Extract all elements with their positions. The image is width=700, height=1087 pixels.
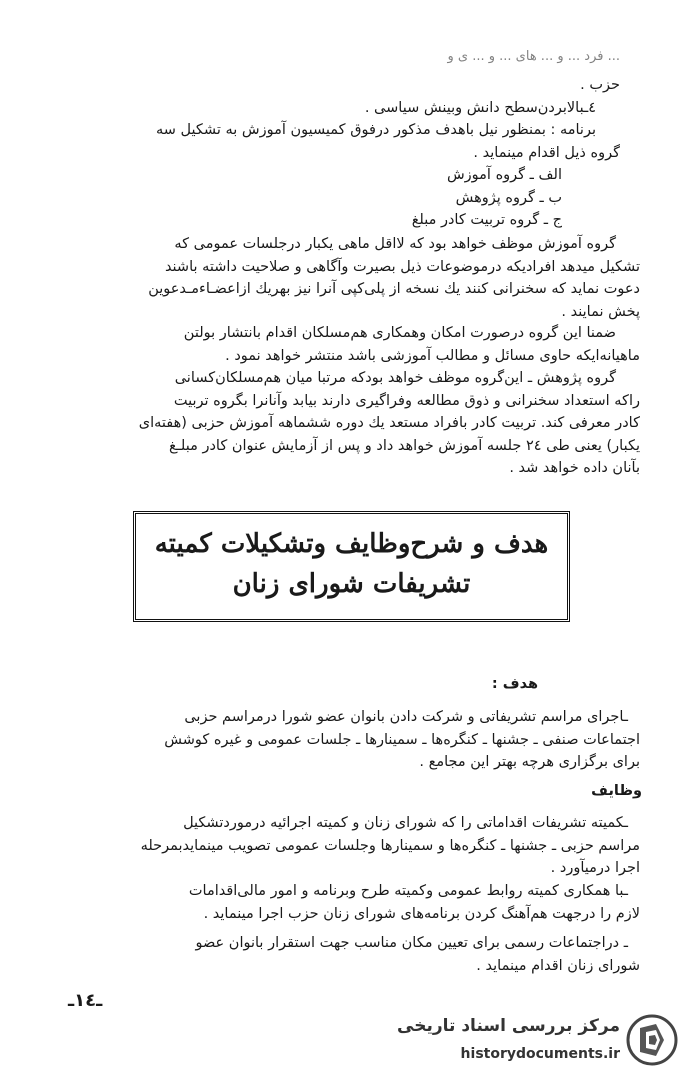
watermark-url: historydocuments.ir	[460, 1046, 620, 1062]
duties-line: مراسم حزبی ـ جشنها ـ کنگره‌ها و سمینارها وجلسات عمومی تصویب مینمایدبمرحله	[140, 837, 640, 854]
section-title-line-1: هدف و شرح‌وظایف وتشکیلات کمیته	[154, 529, 549, 559]
duties-line: ـبا همکاری کمیته روابط عمومی وکمیته طرح وبرنامه و امور مالی‌اقدامات	[188, 883, 628, 899]
section-title-line-2: تشریفات شورای زنان	[232, 569, 471, 599]
goal-line: ـاجرای مراسم تشریفاتی و شرکت دادن بانوان عضو شورا درمراسم حزبی	[184, 709, 628, 725]
paragraph-line: کادر معرفی کند. تربیت کادر بافراد مستعد یك دوره ششماهه آموزش حزبی (هفته‌ای	[138, 415, 640, 431]
intro-line: ب ـ گروه پژوهش	[455, 189, 562, 206]
paragraph-line: تشکیل میدهد افرادیکه درموضوعات ذیل بصیرت وآگاهی و صلاحیت داشته باشند	[164, 258, 640, 275]
paragraph-bulletin	[60, 322, 640, 367]
section-title-box	[133, 511, 570, 622]
duties-block-3	[60, 932, 640, 977]
intro-line: گروه ذیل اقدام مینماید .	[473, 144, 620, 161]
paragraph-line: بآنان داده خواهد شد .	[509, 460, 640, 476]
intro-line: برنامه : بمنظور نیل باهدف مذکور درفوق کمیسیون آموزش به تشکیل سه	[155, 122, 596, 138]
document-archive-logo-icon	[626, 1014, 678, 1066]
watermark	[397, 1008, 680, 1074]
intro-line: حزب .	[580, 77, 620, 93]
paragraph-line: یکبار) یعنی طی ٢٤ جلسه آموزش خواهد داد و پس از آزمایش عنوان کادر مبلـغ	[168, 437, 640, 454]
paragraph-line: ماهیانه‌ایکه حاوی مسائل و مطالب آموزشی باشد منتشر خواهد نمود .	[225, 347, 640, 364]
intro-line: ٤ـبالابردن‌سطح دانش وبینش سیاسی .	[364, 99, 596, 116]
paragraph-line: ضمنا این گروه درصورت امکان وهمکاری هم‌مسلکان اقدام بانتشار بولتن	[183, 325, 616, 341]
duties-line: اجرا درمیآورد .	[550, 860, 640, 876]
watermark-name: مرکز بررسی اسناد تاریخی	[397, 1016, 620, 1036]
page-number: ـ١٤ـ	[68, 990, 103, 1011]
intro-line: الف ـ گروه آموزش	[446, 167, 562, 183]
paragraph-line: راکه استعداد سخنرانی و ذوق مطالعه وفراگیری دارند بیابد وآنانرا بگروه تربیت	[173, 392, 640, 409]
duties-line: شورای زنان اقدام مینماید .	[476, 957, 640, 974]
duties-line: ـ دراجتماعات رسمی برای تعیین مکان مناسب جهت استقرار بانوان عضو	[195, 935, 628, 951]
goal-heading: هدف :	[491, 676, 538, 692]
duties-line: ـکمیته تشریفات اقداماتی را که شورای زنان و کمیته اجرائیه درمورد‌تشکیل	[183, 815, 628, 831]
paragraph-line: دعوت نماید که سخنرانی کنند یك نسخه از پلی‌کپی آنرا نیز بهریك ازاعضـاءمـدعوین	[148, 281, 640, 297]
duties-block-2	[60, 880, 640, 925]
duties-line: لازم را درجهت هم‌آهنگ کردن برنامه‌های شورای زنان حزب اجرا مینماید .	[203, 905, 640, 922]
goal-line: برای برگزاری هرچه بهتر این مجامع .	[419, 754, 640, 770]
goal-line: اجتماعات صنفی ـ جشنها ـ کنگره‌ها ـ سمینارها ـ جلسات عمومی و غیره کوشش	[164, 731, 640, 748]
paragraph-research-group	[60, 367, 640, 480]
paragraph-education-group	[60, 233, 640, 323]
intro-line: ج ـ گروه تربیت کادر مبلغ	[411, 212, 562, 228]
paragraph-line: گروه پژوهش ـ این‌گروه موظف خواهد بودکه مرتبا میان هم‌مسلکان‌کسانی	[174, 370, 616, 386]
paragraph-line: پخش نمایند .	[561, 303, 640, 320]
duties-block-1	[60, 812, 640, 880]
paragraph-line: گروه آموزش موظف خواهد بود که لااقل ماهی یکبار درجلسات عمومی که	[174, 236, 616, 252]
torn-top-line: ... فرد ... و ... های ... و ... ی و	[447, 49, 620, 64]
duties-heading: وظایف	[591, 783, 642, 799]
intro-block	[60, 74, 620, 232]
goal-block	[60, 706, 640, 774]
